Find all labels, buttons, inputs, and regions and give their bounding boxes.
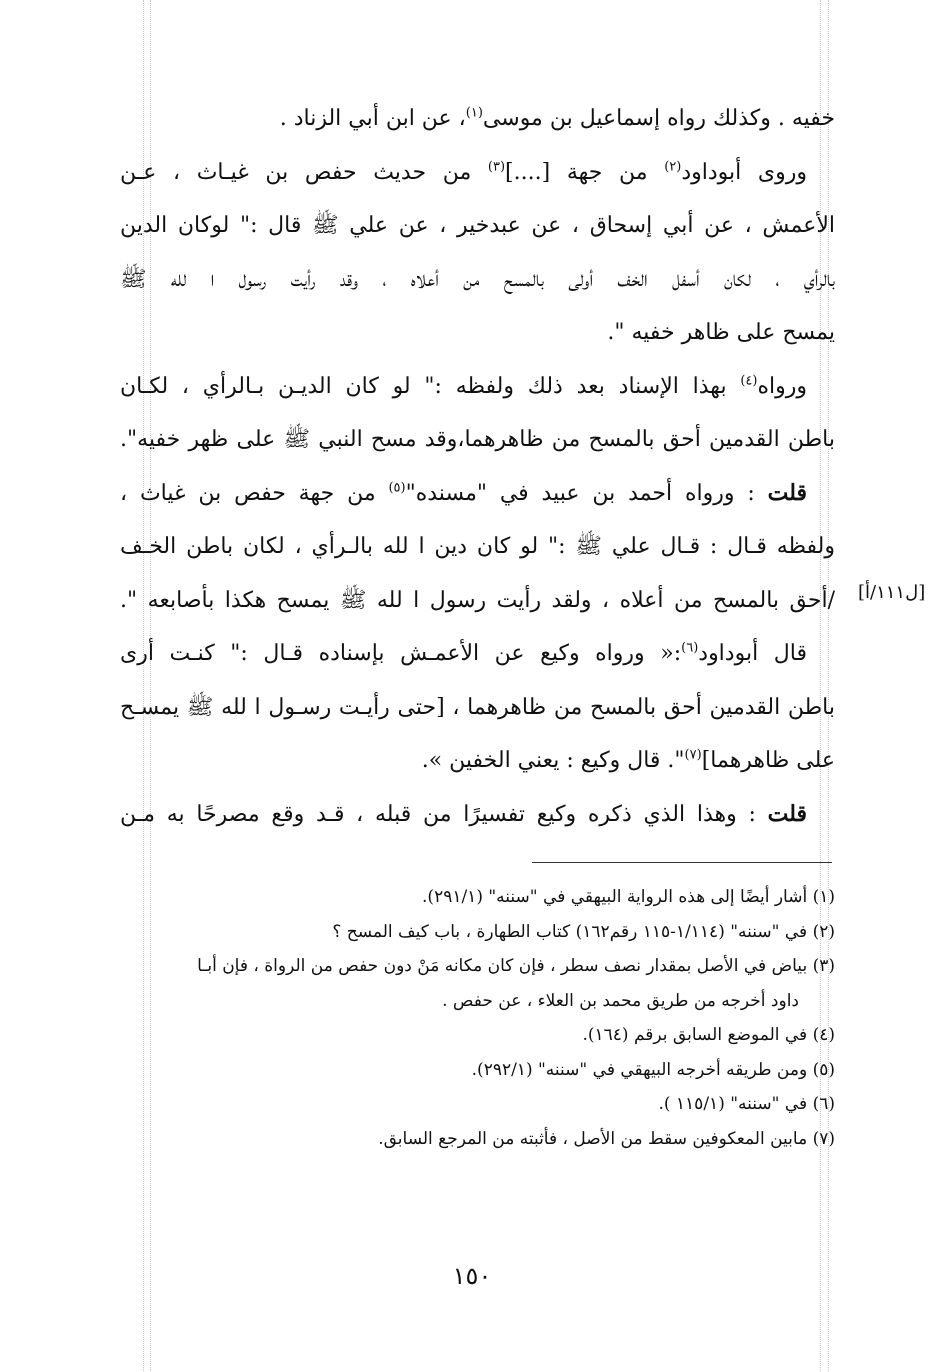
footnote-ref: (٧) xyxy=(684,747,702,763)
footnote-ref: (٣) xyxy=(487,159,506,175)
text-run: ورواه xyxy=(757,373,807,399)
text-run: ، عن ابن أبي الزناد . xyxy=(279,106,466,131)
text-run: من جهة [....] xyxy=(505,159,665,185)
footnote-ref: (٦) xyxy=(681,640,699,656)
footnote-5: (٥) ومن طريقه أخرجه البيهقي في "سننه" (٢٩٢/١). xyxy=(471,1059,835,1080)
text-run: : ورواه أحمد بن عبيد في "مسنده" xyxy=(405,480,768,506)
footnote-6: (٦) في "سننه" (١١٥/١ ). xyxy=(658,1094,835,1114)
paragraph-5 xyxy=(120,627,835,681)
text-run: من جهة حفص بن غياث ، xyxy=(120,480,389,506)
text-run: من حديث حفص بن غيـاث ، عـن xyxy=(120,159,488,185)
paragraph-2 xyxy=(120,146,835,200)
paragraph-6 xyxy=(120,788,835,842)
footnotes xyxy=(120,880,835,1156)
paragraph-4 xyxy=(120,467,835,521)
manuscript-folio-note: [ل١١١/أ] xyxy=(858,582,926,603)
paragraph-3 xyxy=(120,360,835,414)
text-run: ". قال وكيع : يعني الخفين ». xyxy=(421,748,685,773)
qult-label: قلت xyxy=(767,800,807,827)
text-line: الأعمش ، عن أبي إسحاق ، عن عبدخير ، عن علي ﷺ قال :" لوكان الدين xyxy=(120,213,835,238)
text-run: على ظاهرهما] xyxy=(701,748,835,773)
text-line: /أحق بالمسح من أعلاه ، ولقد رأيت رسول ا لله ﷺ يمسح هكذا بأصابعه ". xyxy=(120,587,835,613)
footnote-separator xyxy=(532,862,832,863)
footnote-2: (٢) في "سننه" (١/١١٤-١١٥ رقم١٦٢) كتاب الطهارة ، باب كيف المسح ؟ xyxy=(332,921,835,942)
text-line xyxy=(120,734,835,788)
footnote-ref: (٥) xyxy=(388,480,406,496)
text-line: باطن القدمين أحق بالمسح من ظاهرهما ، [حتى رأيـت رسـول ا لله ﷺ يمسـح xyxy=(120,694,835,720)
text-run: قال أبوداود xyxy=(698,641,807,666)
text-line: يمسح على ظاهر خفيه ". xyxy=(607,320,835,345)
footnote-ref: (٤) xyxy=(740,373,758,389)
text-line: بالرأي ، لكان أسفل الخف أولى بالمسح من أعلاه ، وقد رأيت رسول ا لله ﷺ xyxy=(120,266,835,292)
footnote-1: (١) أشار أيضًا إلى هذه الرواية البيهقي في "سننه" (٢٩١/١). xyxy=(422,887,835,907)
text-run: بهذا الإسناد بعد ذلك ولفظه :" لو كان الديـن بـالرأي ، لكـان xyxy=(120,373,741,399)
text-line: ولفظه قـال : قـال علي ﷺ :" لو كان دين ا لله بالـرأي ، لكان باطن الخـف xyxy=(120,534,835,559)
text-line: باطن القدمين أحق بالمسح من ظاهرهما،وقد مسح النبي ﷺ على ظهر خفيه". xyxy=(120,427,835,452)
footnote-4: (٤) في الموضع السابق برقم (١٦٤). xyxy=(582,1025,835,1045)
text-run: وروى أبوداود xyxy=(681,159,807,185)
footnote-3: (٣) بياض في الأصل بمقدار نصف سطر ، فإن كان مكانه مَنْ دون حفص من الرواة ، فإن أبـا xyxy=(197,956,835,976)
footnote-ref: (١) xyxy=(465,105,483,121)
page-number: ١٥٠ xyxy=(452,1262,492,1290)
footnote-7: (٧) مابين المعكوفين سقط من الأصل ، فأثبته من المرجع السابق. xyxy=(378,1128,835,1149)
text-run: خفيه . وكذلك رواه إسماعيل بن موسى xyxy=(482,106,835,131)
footnote-ref: (٢) xyxy=(664,159,682,175)
main-text xyxy=(120,92,835,841)
qult-label: قلت xyxy=(767,479,808,506)
text-run: : وهذا الذي ذكره وكيع تفسيرًا من قبله ، قـد وقع مصرحًا به مـن xyxy=(120,801,768,827)
text-run: :« ورواه وكيع عن الأعمـش بإسناده قـال :" كنـت أرى xyxy=(120,641,682,666)
footnote-3-continued: داود أخرجه من طريق محمد بن العلاء ، عن حفص . xyxy=(442,990,799,1011)
paragraph-1 xyxy=(120,92,835,146)
